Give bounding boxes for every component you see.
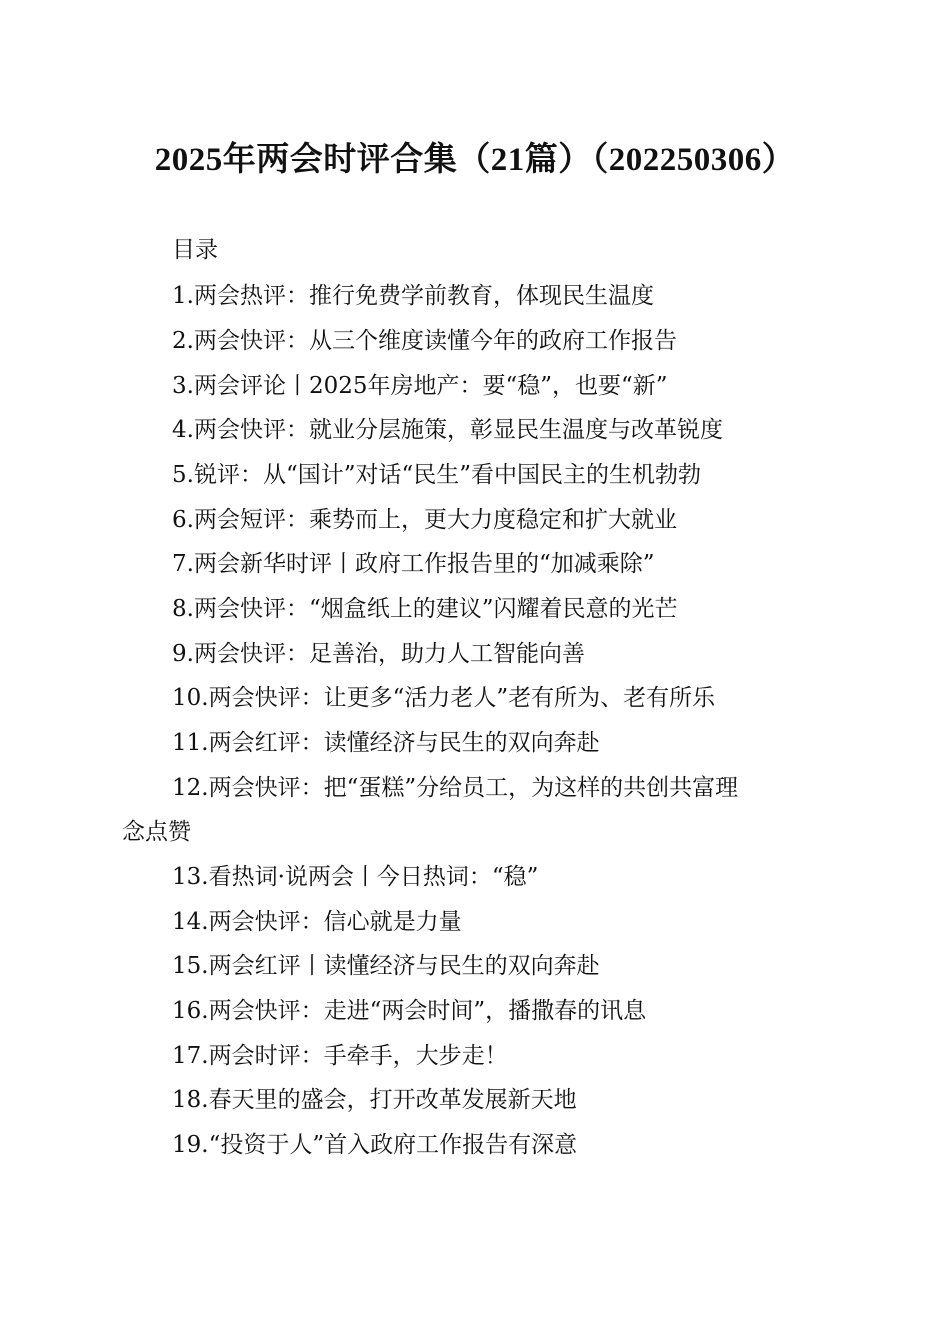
toc-item-7: 7.两会新华时评丨政府工作报告里的“加减乘除” [172, 551, 655, 577]
toc-item-16: 16.两会快评：走进“两会时间”，播撒春的讯息 [172, 998, 647, 1024]
toc-item-11: 11.两会红评：读懂经济与民生的双向奔赴 [172, 730, 600, 756]
toc-item-8: 8.两会快评：“烟盒纸上的建议”闪耀着民意的光芒 [172, 596, 678, 622]
toc-item-19: 19.“投资于人”首入政府工作报告有深意 [172, 1132, 578, 1158]
toc-item-1: 1.两会热评：推行免费学前教育，体现民生温度 [172, 283, 654, 309]
document-title: 2025年两会时评合集（21篇）（202250306） [154, 142, 796, 178]
toc-item-9: 9.两会快评：足善治，助力人工智能向善 [172, 641, 585, 667]
toc-item-13: 13.看热词·说两会丨今日热词：“稳” [172, 864, 539, 890]
toc-item-6: 6.两会短评：乘势而上，更大力度稳定和扩大就业 [172, 507, 677, 533]
toc-item-17: 17.两会时评：手牵手，大步走！ [172, 1043, 508, 1069]
toc-item-5: 5.锐评：从“国计”对话“民生”看中国民主的生机勃勃 [172, 462, 701, 488]
toc-heading: 目录 [172, 237, 218, 263]
toc-item-18: 18.春天里的盛会，打开改革发展新天地 [172, 1087, 577, 1113]
toc-item-12-continuation: 念点赞 [122, 819, 191, 845]
toc-item-4: 4.两会快评：就业分层施策，彰显民生温度与改革锐度 [172, 417, 723, 443]
toc-item-2: 2.两会快评：从三个维度读懂今年的政府工作报告 [172, 328, 677, 354]
toc-item-15: 15.两会红评丨读懂经济与民生的双向奔赴 [172, 953, 600, 979]
toc-item-12: 12.两会快评：把“蛋糕”分给员工，为这样的共创共富理 [172, 775, 739, 801]
toc-item-3: 3.两会评论丨2025年房地产：要“稳”，也要“新” [172, 373, 668, 399]
toc-item-10: 10.两会快评：让更多“活力老人”老有所为、老有所乐 [172, 685, 716, 711]
toc-item-14: 14.两会快评：信心就是力量 [172, 909, 462, 935]
